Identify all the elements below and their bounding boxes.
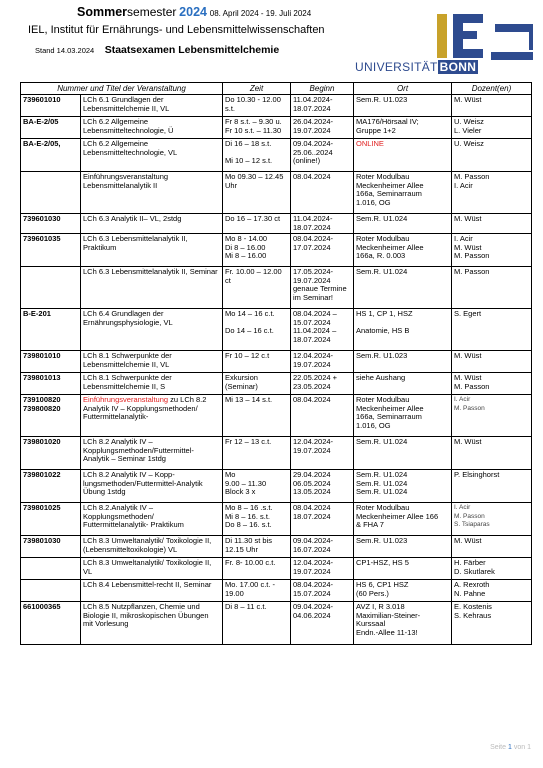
course-title: LCh 6.2 Allgemeine Lebensmitteltechnologie, VL xyxy=(81,139,223,172)
course-start: 26.04.2024- 19.07.2024 xyxy=(291,117,354,139)
col-header-ort: Ort xyxy=(354,83,452,95)
institute-name: IEL, Institut für Ernährungs- und Lebensmittelwissenschaften xyxy=(28,24,325,36)
table-row xyxy=(21,602,532,645)
course-time: Mo. 17.00 c.t. - 19.00 xyxy=(223,580,291,602)
table-row xyxy=(21,309,532,351)
table-row xyxy=(21,580,532,602)
stand-date: Stand 14.03.2024 xyxy=(35,46,95,55)
logo-text xyxy=(355,60,478,74)
course-lecturers: H. Färber D. Skutlarek xyxy=(452,558,532,580)
course-number xyxy=(21,172,81,214)
course-title-text: zu LCh 8.2 Analytik IV – Kopplungsmethoden/ Futtermittelanalytik- xyxy=(83,395,207,422)
table-row xyxy=(21,139,532,172)
semester-year: 2024 xyxy=(179,5,207,19)
course-lecturers: M. Wüst xyxy=(452,95,532,117)
course-number: 739801025 xyxy=(21,503,81,536)
course-title: LCh 6.4 Grundlagen der Ernährungsphysiologie, VL xyxy=(81,309,223,351)
course-title: LCh 8.3 Umweltanalytik/ Toxikologie II, VL xyxy=(81,558,223,580)
course-location: siehe Aushang xyxy=(354,373,452,395)
course-lecturers: M. Passon I. Acir xyxy=(452,172,532,214)
course-number: BA-E-2/05, xyxy=(21,139,81,172)
course-time: Mo 9.00 – 11.30 Block 3 x xyxy=(223,470,291,503)
course-lecturers: I. Acir M. Wüst M. Passon xyxy=(452,234,532,267)
course-lecturers: E. Kostenis S. Kehraus xyxy=(452,602,532,645)
course-number: 739801010 xyxy=(21,351,81,373)
logo-uni: UNIVERSITÄT xyxy=(355,60,438,74)
course-time: Fr 12 – 13 c.t. xyxy=(223,437,291,470)
course-lecturers: S. Egert xyxy=(452,309,532,351)
course-number: 739100820 739800820 xyxy=(21,395,81,437)
course-title: LCh 8.3 Umweltanalytik/ Toxikologie II, (Lebensmitteltoxikologie) VL xyxy=(81,536,223,558)
course-location: Roter Modulbau Meckenheimer Allee 166a, R. 0.003 xyxy=(354,234,452,267)
table-body xyxy=(21,95,532,645)
col-header-nr: Nummer und Titel der Veranstaltung xyxy=(21,83,223,95)
course-location: Sem.R. U1.024 Sem.R. U1.024 Sem.R. U1.024 xyxy=(354,470,452,503)
course-title: LCh 8.1 Schwerpunkte der Lebensmittelchemie II, S xyxy=(81,373,223,395)
table-header-row xyxy=(21,83,532,95)
course-number: 739601030 xyxy=(21,214,81,234)
course-lecturers: U. Weisz L. Vieler xyxy=(452,117,532,139)
course-start: 12.04.2024- 19.07.2024 xyxy=(291,437,354,470)
course-number: 739801030 xyxy=(21,536,81,558)
table-row xyxy=(21,536,532,558)
course-lecturers: M. Wüst xyxy=(452,437,532,470)
semester-line xyxy=(77,5,311,19)
page-header xyxy=(0,0,543,82)
course-time: Do 16 – 17.30 ct xyxy=(223,214,291,234)
course-title: LCh 8.4 Lebensmittel-recht II, Seminar xyxy=(81,580,223,602)
course-start: 11.04.2024- 18.07.2024 xyxy=(291,214,354,234)
table-row xyxy=(21,95,532,117)
course-time: Do 10.30 - 12.00 s.t. xyxy=(223,95,291,117)
table-row xyxy=(21,172,532,214)
course-lecturers: M. Wüst M. Passon xyxy=(452,373,532,395)
course-location: Roter Modulbau Meckenheimer Allee 166a, Seminarraum 1.016, OG xyxy=(354,395,452,437)
course-title: LCh 6.2 Allgemeine Lebensmitteltechnologie, Ü xyxy=(81,117,223,139)
table-row xyxy=(21,214,532,234)
course-time: Mo 8 - 14.00 Di 8 – 16.00 Mi 8 – 16.00 xyxy=(223,234,291,267)
exam-title: Staatsexamen Lebensmittelchemie xyxy=(104,44,280,56)
table-row xyxy=(21,437,532,470)
course-title: LCh 8.2 Analytik IV – Kopplungsmethoden/Futtermittel-Analytik – Seminar 1stdg xyxy=(81,437,223,470)
course-number xyxy=(21,267,81,309)
course-lecturers: A. Rexroth N. Pahne xyxy=(452,580,532,602)
course-location: ONLINE xyxy=(354,139,452,172)
course-start: 08.04.2024 xyxy=(291,395,354,437)
course-title: LCh 8.2 Analytik IV – Kopp-lungsmethoden/Futtermittel-Analytik Übung 1stdg xyxy=(81,470,223,503)
course-number: 739801020 xyxy=(21,437,81,470)
table-row xyxy=(21,117,532,139)
semester-suffix: semester xyxy=(127,5,177,19)
course-location: HS 6, CP1 HSZ (60 Pers.) xyxy=(354,580,452,602)
table-row xyxy=(21,267,532,309)
course-start: 08.04.2024- 15.07.2024 xyxy=(291,580,354,602)
course-start: 11.04.2024- 18.07.2024 xyxy=(291,95,354,117)
semester-prefix: Sommer xyxy=(77,5,128,19)
course-start: 08.04.2024- 17.07.2024 xyxy=(291,234,354,267)
course-title: LCh 8.1 Schwerpunkte der Lebensmittelchemie II, VL xyxy=(81,351,223,373)
footer-total: 1 xyxy=(527,744,531,751)
course-time: Mo 09.30 – 12.45 Uhr xyxy=(223,172,291,214)
stand-line xyxy=(35,40,279,58)
course-location: Sem.R. U1.024 xyxy=(354,267,452,309)
course-title: Einführungsveranstaltung Lebensmittelanalytik II xyxy=(81,172,223,214)
table-row xyxy=(21,470,532,503)
course-location: Sem.R. U1.023 xyxy=(354,536,452,558)
footer-prefix: Seite xyxy=(490,744,507,751)
course-start: 08.04.2024 – 15.07.2024 11.04.2024 – 18.07.2024 xyxy=(291,309,354,351)
course-location: Sem.R. U1.024 xyxy=(354,214,452,234)
course-title: LCh 6.3 Lebensmittelanalytik II, Praktikum xyxy=(81,234,223,267)
table-row xyxy=(21,351,532,373)
course-title: LCh 6.3 Lebensmittelanalytik II, Seminar xyxy=(81,267,223,309)
course-time: Mo 14 – 16 c.t. Do 14 – 16 c.t. xyxy=(223,309,291,351)
logo-bonn: BONN xyxy=(439,60,477,74)
course-time: Exkursion (Seminar) xyxy=(223,373,291,395)
course-number xyxy=(21,558,81,580)
col-header-zeit: Zeit xyxy=(223,83,291,95)
course-start: 29.04.2024 06.05.2024 13.05.2024 xyxy=(291,470,354,503)
course-time: Mo 8 – 16 .s.t. Mi 8 – 16. s.t. Do 8 – 16. s.t. xyxy=(223,503,291,536)
col-header-dozent: Dozent(en) xyxy=(452,83,532,95)
course-lecturers: P. Elsinghorst xyxy=(452,470,532,503)
col-header-beginn: Beginn xyxy=(291,83,354,95)
table-row xyxy=(21,395,532,437)
course-time: Fr. 10.00 – 12.00 ct xyxy=(223,267,291,309)
course-start: 17.05.2024- 19.07.2024 genaue Termine im Seminar! xyxy=(291,267,354,309)
course-time: Mi 13 – 14 s.t. xyxy=(223,395,291,437)
course-number: BA-E-2/05 xyxy=(21,117,81,139)
table-row xyxy=(21,234,532,267)
course-number: 661000365 xyxy=(21,602,81,645)
table-row xyxy=(21,558,532,580)
course-lecturers: I. Acir M. Passon xyxy=(452,395,532,437)
course-title: LCh 6.3 Analytik II– VL, 2stdg xyxy=(81,214,223,234)
course-location: Sem.R. U1.023 xyxy=(354,351,452,373)
course-location: Roter Modulbau Meckenheimer Allee 166 & FHA 7 xyxy=(354,503,452,536)
course-lecturers: M. Passon xyxy=(452,267,532,309)
course-number xyxy=(21,580,81,602)
table-row xyxy=(21,373,532,395)
course-lecturers: M. Wüst xyxy=(452,214,532,234)
course-number: 739601010 xyxy=(21,95,81,117)
table-row xyxy=(21,503,532,536)
course-time: Di 8 – 11 c.t. xyxy=(223,602,291,645)
course-start: 08.04.2024 xyxy=(291,172,354,214)
logo-iel: IEL xyxy=(445,13,447,14)
course-location: MA176/Hörsaal IV; Gruppe 1+2 xyxy=(354,117,452,139)
course-time: Fr 8 s.t. – 9.30 u. Fr 10 s.t. – 11.30 xyxy=(223,117,291,139)
course-start: 22.05.2024 + 23.05.2024 xyxy=(291,373,354,395)
course-start: 12.04.2024- 19.07.2024 xyxy=(291,558,354,580)
course-number: 739801022 xyxy=(21,470,81,503)
course-title: LCh 8.2.Analytik IV – Kopplungsmethoden/ Futtermittelanalytik- Praktikum xyxy=(81,503,223,536)
course-time: Fr. 8- 10.00 c.t. xyxy=(223,558,291,580)
course-title xyxy=(81,395,223,437)
course-time: Di 16 – 18 s.t. Mi 10 – 12 s.t. xyxy=(223,139,291,172)
course-title-highlight: Einführungsveranstaltung xyxy=(83,395,169,405)
course-lecturers: M. Wüst xyxy=(452,536,532,558)
course-start: 08.04.2024 18.07.2024 xyxy=(291,503,354,536)
footer-page: 1 xyxy=(507,744,512,751)
course-start: 09.04.2024- 04.06.2024 xyxy=(291,602,354,645)
course-start: 09.04.2024- 25.06..2024 (online!) xyxy=(291,139,354,172)
course-number: B-E-201 xyxy=(21,309,81,351)
course-number: 739601035 xyxy=(21,234,81,267)
course-location: HS 1, CP 1, HSZ Anatomie, HS B xyxy=(354,309,452,351)
page-footer xyxy=(490,744,531,751)
course-number: 739801013 xyxy=(21,373,81,395)
course-start: 12.04.2024- 19.07.2024 xyxy=(291,351,354,373)
course-location: Roter Modulbau Meckenheimer Allee 166a, Seminarraum 1.016, OG xyxy=(354,172,452,214)
course-lecturers: I. Acir M. Passon S. Tsiaparas xyxy=(452,503,532,536)
course-location: CP1-HSZ, HS 5 xyxy=(354,558,452,580)
course-title: LCh 6.1 Grundlagen der Lebensmittelchemie II, VL xyxy=(81,95,223,117)
course-time: Fr 10 – 12 c.t xyxy=(223,351,291,373)
course-lecturers: M. Wüst xyxy=(452,351,532,373)
course-title: LCh 8.5 Nutzpflanzen, Chemie und Biologie II, mikroskopischen Übungen mit Vorlesung xyxy=(81,602,223,645)
course-lecturers: U. Weisz xyxy=(452,139,532,172)
course-location: Sem.R. U1.023 xyxy=(354,95,452,117)
course-start: 09.04.2024- 16.07.2024 xyxy=(291,536,354,558)
course-location: Sem.R. U1.024 xyxy=(354,437,452,470)
course-location: AVZ I, R 3.018 Maximilian-Steiner- Kurssaal Endn.-Allee 11-13! xyxy=(354,602,452,645)
schedule-table xyxy=(20,82,532,645)
footer-sep: von xyxy=(513,744,526,751)
course-time: Di 11.30 st bis 12.15 Uhr xyxy=(223,536,291,558)
semester-dates: 08. April 2024 - 19. Juli 2024 xyxy=(209,9,312,18)
